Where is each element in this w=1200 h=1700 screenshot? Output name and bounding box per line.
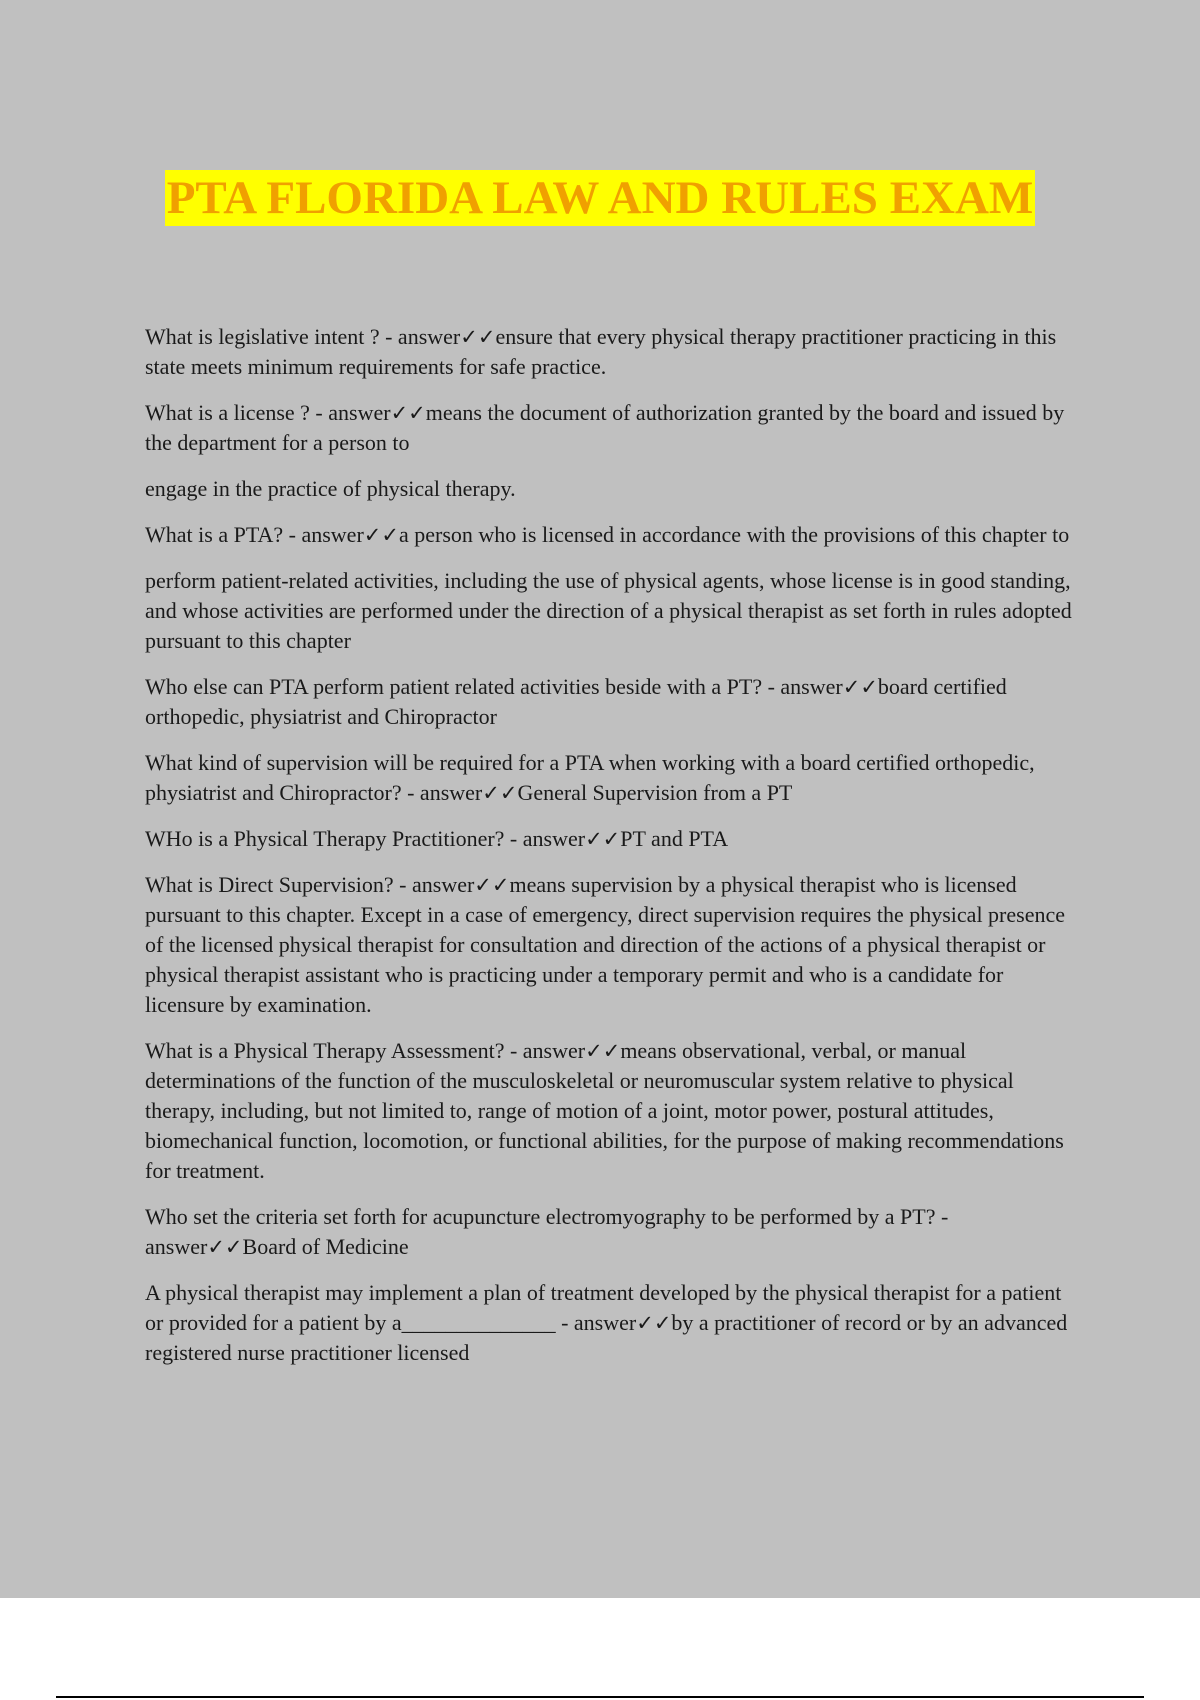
answer-text: means observational, verbal, or manual determinations of the function of the musculoskeletal or neuromuscular system relative to physical therapy, including, but not limited to, range of motion of a joint, motor power, postural attitudes, biomechanical function, locomotion, or functional abilities, for the purpose of making recommendations for treatment. [145,1038,1064,1183]
answer-text: PT and PTA [620,826,729,851]
check-mark-icon: ✓✓ [363,523,399,547]
question-text: What is legislative intent ? - answer [145,324,461,349]
answer-text: means supervision by a physical therapist who is licensed pursuant to this chapter. Except in a case of emergency, direct supervision requires the physical presence of the licensed physical therapist for consultation and direction of the actions of a physical therapist or physical therapist assistant who is practicing under a temporary permit and who is a candidate for licensure by examination. [145,872,1066,1017]
check-mark-icon: ✓✓ [474,873,510,897]
question-text: What is a PTA? - answer [145,522,364,547]
document-title: PTA FLORIDA LAW AND RULES EXAM [166,172,1034,224]
footer-divider [56,1696,1144,1698]
qa-paragraph [145,322,1085,382]
check-mark-icon: ✓✓ [207,1235,243,1259]
qa-paragraph [145,824,1085,854]
title-wrapper [0,170,1200,226]
qa-paragraph [145,1278,1085,1368]
qa-paragraph [145,1202,1085,1262]
check-mark-icon: ✓✓ [636,1311,672,1335]
check-mark-icon: ✓✓ [460,325,496,349]
check-mark-icon: ✓✓ [390,401,426,425]
check-mark-icon: ✓✓ [842,675,878,699]
question-text: What kind of supervision will be required for a PTA when working with a board certified orthopedic, physiatrist and Chiropractor? - answer [145,750,1035,805]
qa-paragraph [145,398,1085,458]
qa-paragraph [145,672,1085,732]
continuation-paragraph: perform patient-related activities, including the use of physical agents, whose license is in good standing, and whose activities are performed under the direction of a physical therapist as set forth in rules adopted pursuant to this chapter [145,568,1072,653]
question-text: What is a license ? - answer [145,400,391,425]
answer-text: General Supervision from a PT [517,780,793,805]
qa-paragraph [145,870,1085,1020]
answer-text: by a practitioner of record or by an advanced registered nurse practitioner licensed [145,1310,1068,1365]
answer-text: Board of Medicine [242,1234,409,1259]
question-text: What is a Physical Therapy Assessment? - answer [145,1038,586,1063]
answer-text: means the document of authorization granted by the board and issued by the department for a person to [145,400,1065,455]
question-text: Who set the criteria set forth for acupuncture electromyography to be performed by a PT? - answer [145,1204,949,1259]
question-text: WHo is a Physical Therapy Practitioner? - answer [145,826,586,851]
answer-text: ensure that every physical therapy practitioner practicing in this state meets minimum requirements for safe practice. [145,324,1057,379]
continuation-paragraph: engage in the practice of physical therapy. [145,476,516,501]
qa-paragraph [145,520,1085,550]
question-text: Who else can PTA perform patient related activities beside with a PT? - answer [145,674,843,699]
document-body [145,322,1085,1384]
answer-text: a person who is licensed in accordance with the provisions of this chapter to [398,522,1070,547]
question-text: A physical therapist may implement a plan of treatment developed by the physical therapist for a patient or provided for a patient by a______________ - answer [145,1280,1062,1335]
answer-text: board certified orthopedic, physiatrist and Chiropractor [145,674,1007,729]
qa-paragraph [145,748,1085,808]
check-mark-icon: ✓✓ [585,827,621,851]
qa-paragraph [145,1036,1085,1186]
check-mark-icon: ✓✓ [482,781,518,805]
question-text: What is Direct Supervision? - answer [145,872,475,897]
check-mark-icon: ✓✓ [585,1039,621,1063]
